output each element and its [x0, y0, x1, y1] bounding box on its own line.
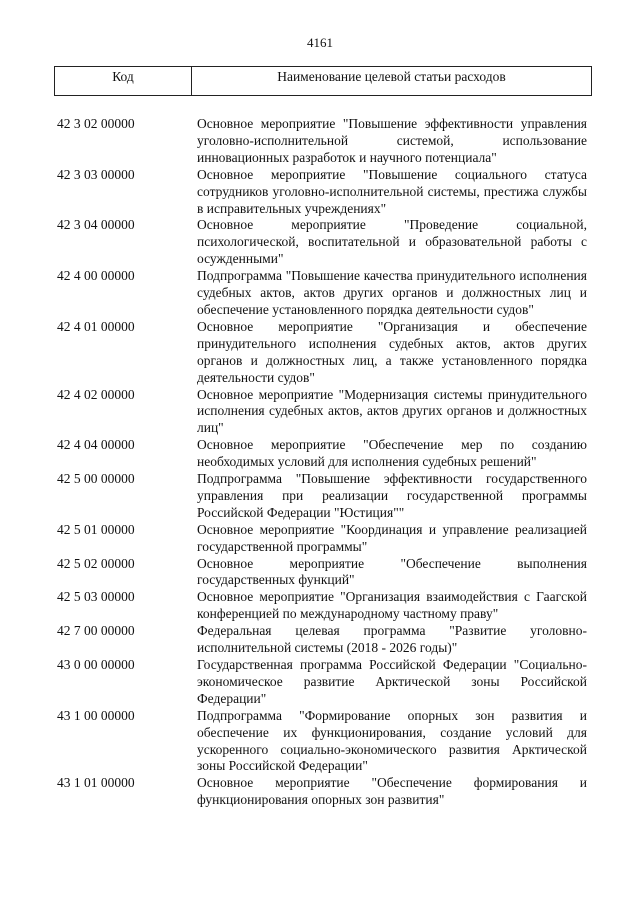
row-name: Основное мероприятие "Повышение эффективности управления уголовно-исполнительной системой, использование инновационных разработок и научного потенциала" — [197, 116, 587, 165]
table-row — [57, 522, 587, 556]
table-row — [57, 116, 587, 167]
row-name: Основное мероприятие "Обеспечение мер по созданию необходимых условий для исполнения судебных решений" — [197, 437, 587, 470]
row-code: 42 5 02 00000 — [57, 555, 135, 571]
row-name: Основное мероприятие "Обеспечение выполнения государственных функций" — [197, 555, 587, 588]
table-row — [57, 319, 587, 387]
table-row — [57, 775, 587, 809]
row-code: 43 0 00 00000 — [57, 657, 135, 672]
table-row — [57, 556, 587, 590]
row-code: 42 5 03 00000 — [57, 589, 135, 605]
row-code: 42 5 01 00000 — [57, 521, 135, 537]
row-code: 42 4 02 00000 — [57, 386, 135, 402]
row-code: 42 4 01 00000 — [57, 318, 135, 334]
row-code: 42 3 02 00000 — [57, 116, 135, 131]
table-row — [57, 708, 587, 776]
row-code: 42 3 04 00000 — [57, 217, 135, 233]
row-name: Подпрограмма "Повышение эффективности государственного управления при реализации государственной программы Российской Федерации "Юстиция"" — [197, 471, 587, 520]
row-name: Основное мероприятие "Координация и управление реализацией государственной программы" — [197, 521, 587, 554]
column-header-name: Наименование целевой статьи расходов — [277, 69, 506, 84]
row-code: 42 4 00 00000 — [57, 268, 135, 284]
row-name: Государственная программа Российской Федерации "Социально-экономическое развитие Арктической зоны Российской Федерации" — [197, 657, 587, 706]
table-row — [57, 471, 587, 522]
row-code: 42 5 00 00000 — [57, 471, 135, 487]
page-number: 4161 — [307, 35, 333, 50]
column-header-code: Код — [55, 67, 192, 95]
table-row — [57, 387, 587, 438]
row-name: Федеральная целевая программа "Развитие уголовно-исполнительной системы (2018 - 2026 годы)" — [197, 623, 587, 656]
row-name: Основное мероприятие "Обеспечение формирования и функционирования опорных зон развития" — [197, 775, 587, 808]
row-code: 42 3 03 00000 — [57, 166, 135, 182]
row-name: Основное мероприятие "Организация и обеспечение принудительного исполнения судебных актов, актов других органов и должностных лиц, а также установленного порядка деятельности судов" — [197, 318, 587, 385]
table-row — [57, 623, 587, 657]
table-body — [57, 116, 587, 809]
row-code: 43 1 00 00000 — [57, 707, 135, 723]
row-name: Основное мероприятие "Проведение социальной, психологической, воспитательной и образовательной работы с осужденными" — [197, 217, 587, 267]
row-name: Основное мероприятие "Повышение социального статуса сотрудников уголовно-исполнительной системы, престижа службы в исправительных учреждениях" — [197, 166, 587, 216]
row-name: Подпрограмма "Формирование опорных зон развития и обеспечение их функционирования, создание условий для ускоренного социально-экономического развития Арктической зоны Российской Федерации" — [197, 707, 587, 774]
row-name: Основное мероприятие "Модернизация системы принудительного исполнения судебных актов, актов других органов и должностных лиц" — [197, 386, 587, 436]
table-header — [54, 66, 592, 96]
row-code: 43 1 01 00000 — [57, 775, 135, 791]
table-row — [57, 657, 587, 708]
table-row — [57, 217, 587, 268]
row-name: Подпрограмма "Повышение качества принудительного исполнения судебных актов, актов других органов и должностных лиц и обеспечение установленного порядка деятельности судов" — [197, 268, 587, 317]
table-row — [57, 437, 587, 471]
row-code: 42 4 04 00000 — [57, 437, 135, 453]
table-row — [57, 589, 587, 623]
table-row — [57, 167, 587, 218]
row-code: 42 7 00 00000 — [57, 623, 135, 639]
table-row — [57, 268, 587, 319]
row-name: Основное мероприятие "Организация взаимодействия с Гаагской конференцией по международному частному праву" — [197, 589, 587, 622]
